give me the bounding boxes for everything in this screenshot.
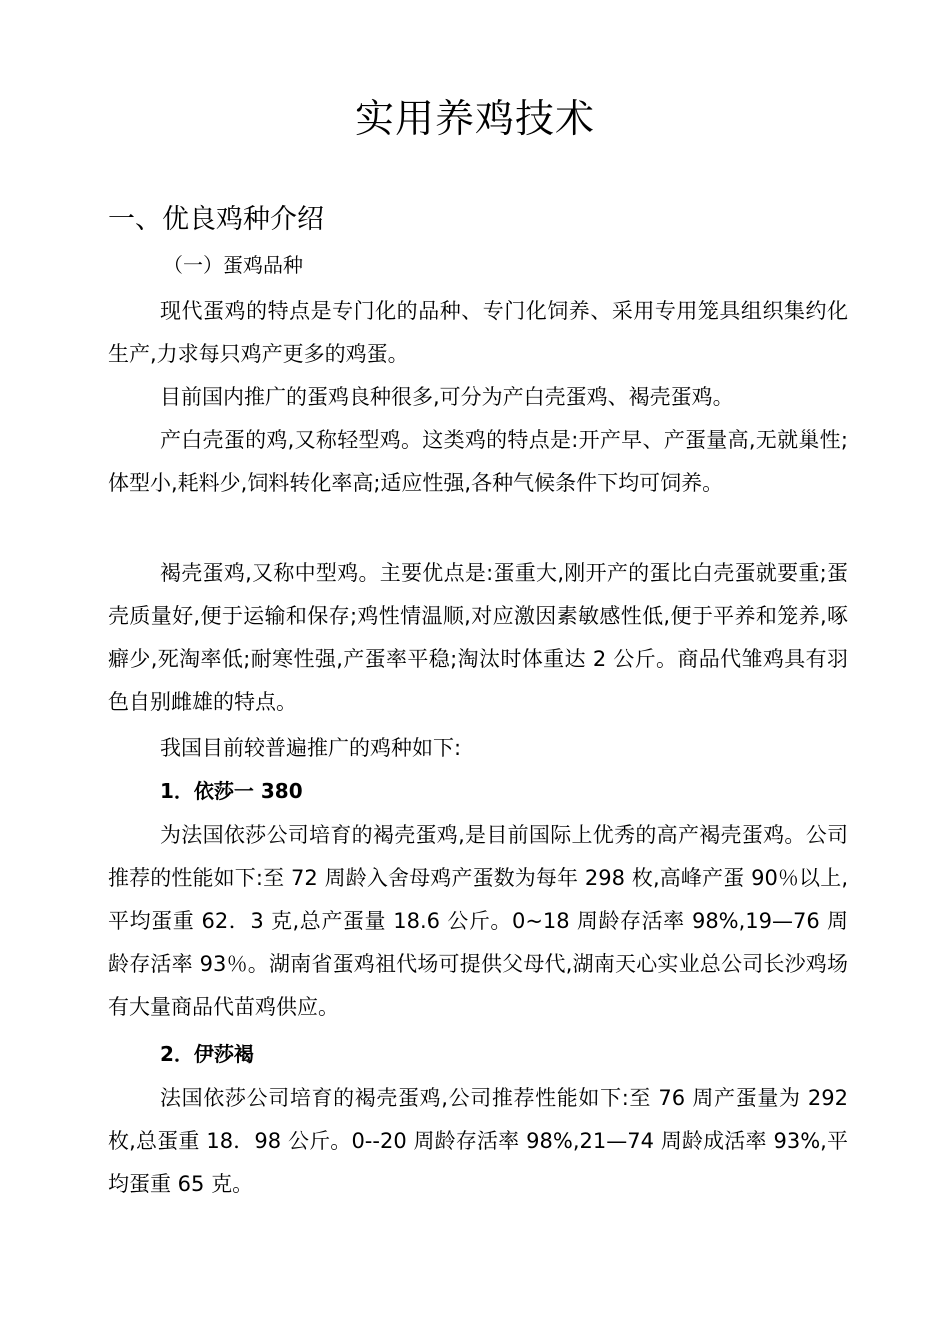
sub-heading: （一）蛋鸡品种: [163, 253, 303, 277]
item-heading: 1．依莎一 380: [160, 779, 303, 803]
paragraph: 目前国内推广的蛋鸡良种很多,可分为产白壳蛋鸡、褐壳蛋鸡。: [160, 385, 734, 409]
item-paragraph: 法国依莎公司培育的褐壳蛋鸡,公司推荐性能如下:至 76 周产蛋量为 292 枚,总蛋重 18．98 公斤。0--20 周龄存活率 98%,21—74 周龄成活率 93%,平均蛋重 65 克。: [108, 1086, 848, 1196]
document-title: 实用养鸡技术: [354, 97, 595, 142]
paragraph: 我国目前较普遍推广的鸡种如下:: [160, 736, 462, 760]
section-heading: 一、优良鸡种介绍: [108, 204, 324, 235]
paragraph: 现代蛋鸡的特点是专门化的品种、专门化饲养、采用专用笼具组织集约化生产,力求每只鸡产更多的鸡蛋。: [108, 299, 848, 366]
item-paragraph: 为法国依莎公司培育的褐壳蛋鸡,是目前国际上优秀的高产褐壳蛋鸡。公司推荐的性能如下:至 72 周龄入舍母鸡产蛋数为每年 298 枚,高峰产蛋 90％以上,平均蛋重 62．3 克,总产蛋量 18.6 公斤。0~18 周龄存活率 98%,19—76 周龄存活率 93％。湖南省蛋鸡祖代场可提供父母代,湖南天心实业总公司长沙鸡场有大量商品代苗鸡供应。: [108, 823, 848, 1019]
paragraph: 褐壳蛋鸡,又称中型鸡。主要优点是:蛋重大,刚开产的蛋比白壳蛋就要重;蛋壳质量好,便于运输和保存;鸡性情温顺,对应激因素敏感性低,便于平养和笼养,啄癖少,死淘率低;耐寒性强,产蛋率平稳;淘汰时体重达 2 公斤。商品代雏鸡具有羽色自别雌雄的特点。: [108, 561, 848, 714]
paragraph: 产白壳蛋的鸡,又称轻型鸡。这类鸡的特点是:开产早、产蛋量高,无就巢性;体型小,耗料少,饲料转化率高;适应性强,各种气候条件下均可饲养。: [108, 428, 848, 495]
item-heading: 2．伊莎褐: [160, 1042, 254, 1066]
